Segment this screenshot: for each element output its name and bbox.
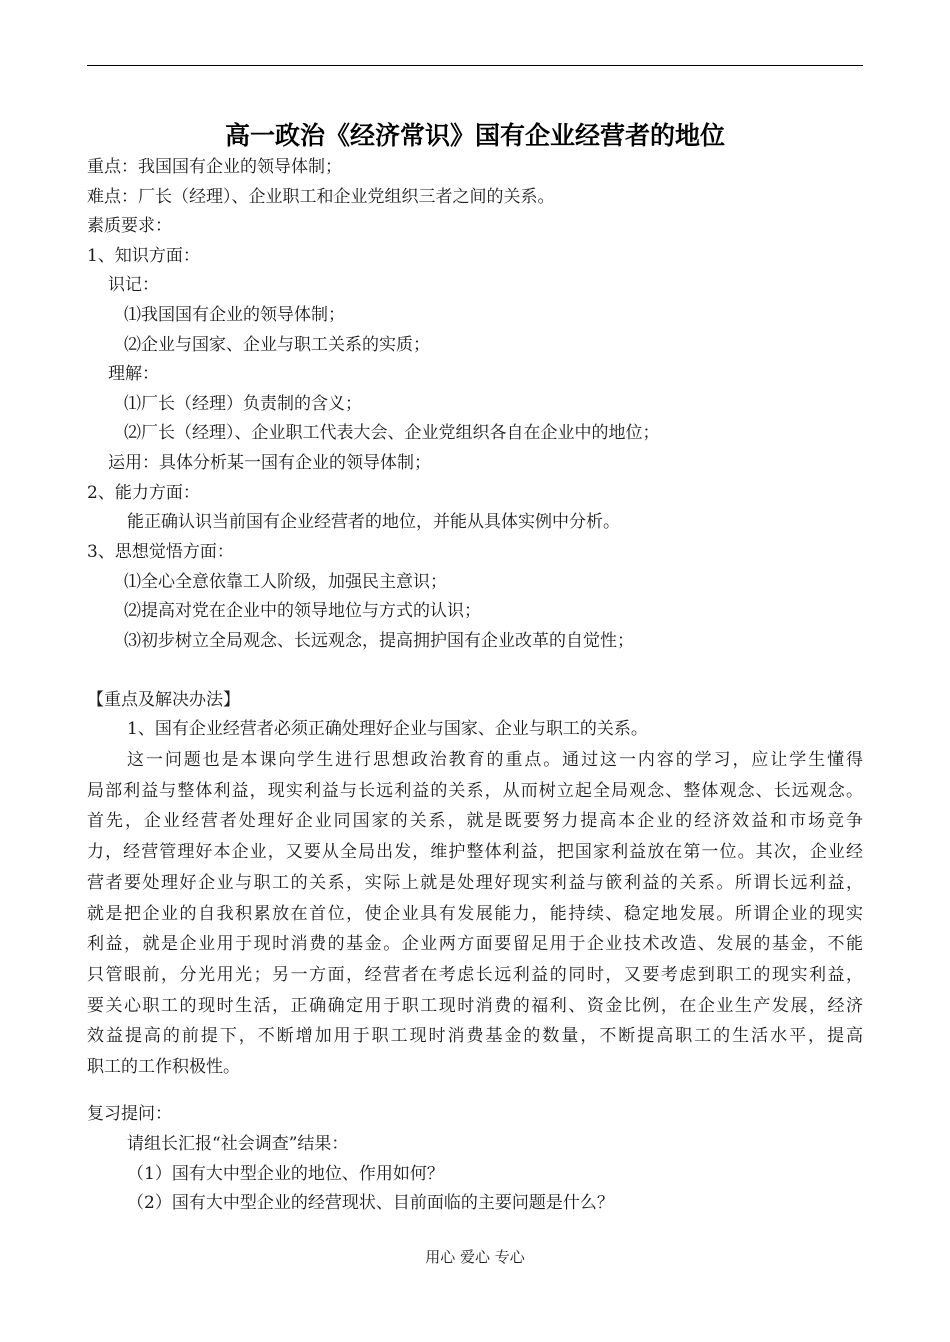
difficulty-line: 难点：厂长（经理）、企业职工和企业党组织三者之间的关系。 [87,187,555,207]
paragraph-line: 要关心职工的现时生活，正确确定用于职工现时消费的福利、资金比例，在企业生产发展，经济 [87,995,863,1016]
paragraph-line: 只管眼前，分光用光；另一方面，经营者在考虑长远利益的同时，又要考虑到职工的现实利益， [87,964,863,985]
body-paragraph [87,745,863,1083]
key-point-line: 重点：我国国有企业的领导体制； [87,157,342,177]
header-rule [87,65,863,66]
ideology-item-2: ⑵提高对党在企业中的领导地位与方式的认识； [124,601,481,621]
paragraph-line: 局部利益与整体利益，现实利益与长远利益的关系，从而树立起全局观念、整体观念、长远观念。 [87,780,863,801]
ability-item: 能正确认识当前国有企业经营者的地位，并能从具体实例中分析。 [127,512,620,532]
paragraph-line: 就是把企业的自我积累放在首位，使企业具有发展能力，能持续、稳定地发展。所谓企业的现实 [87,903,863,924]
section-heading: 【重点及解决办法】 [87,690,240,710]
point-1: 1、国有企业经营者必须正确处理好企业与国家、企业与职工的关系。 [127,719,648,739]
review-heading: 复习提问： [87,1104,172,1124]
memorize-item-2: ⑵企业与国家、企业与职工关系的实质； [124,335,430,355]
paragraph-line: 效益提高的前提下，不断增加用于职工现时消费基金的数量，不断提高职工的生活水平，提高 [87,1026,863,1047]
page-footer: 用心 爱心 专心 [425,1248,525,1266]
understand-item-1: ⑴厂长（经理）负责制的含义； [124,394,362,414]
ideology-item-3: ⑶初步树立全局观念、长远观念，提高拥护国有企业改革的自觉性； [124,631,634,651]
apply-line: 运用：具体分析某一国有企业的领导体制； [108,453,431,473]
paragraph-line: 利益，就是企业用于现时消费的基金。企业两方面要留足用于企业技术改造、发展的基金，不能 [87,934,863,955]
paragraph-line: 这一问题也是本课向学生进行思想政治教育的重点。通过这一内容的学习，应让学生懂得 [127,750,863,770]
knowledge-heading: 1、知识方面： [87,246,200,266]
review-question-2: （2）国有大中型企业的经营现状、目前面临的主要问题是什么？ [127,1193,614,1213]
quality-requirements-heading: 素质要求： [87,216,172,236]
document-title: 高一政治《经济常识》国有企业经营者的地位 [224,121,725,150]
paragraph-line: 营者要处理好企业与职工的关系，实际上就是处理好现实利益与篏利益的关系。所谓长远利益， [87,872,863,893]
ideology-heading: 3、思想觉悟方面： [87,542,234,562]
paragraph-line: 首先，企业经营者处理好企业同国家的关系，就是既要努力提高本企业的经济效益和市场竞争 [87,811,863,832]
paragraph-line: 职工的工作积极性。 [87,1057,240,1078]
memorize-label: 识记： [108,275,159,295]
review-question-1: （1）国有大中型企业的地位、作用如何？ [127,1164,444,1184]
ability-heading: 2、能力方面： [87,483,200,503]
understand-item-2: ⑵厂长（经理）、企业职工代表大会、企业党组织各自在企业中的地位； [124,423,660,443]
ideology-item-1: ⑴全心全意依靠工人阶级，加强民主意识； [124,572,447,592]
review-intro: 请组长汇报“社会调查”结果： [127,1134,349,1154]
memorize-item-1: ⑴我国国有企业的领导体制； [124,305,345,325]
understand-label: 理解： [108,364,159,384]
paragraph-line: 力，经营管理好本企业，又要从全局出发，维护整体利益，把国家利益放在第一位。其次，企业经 [87,842,863,863]
